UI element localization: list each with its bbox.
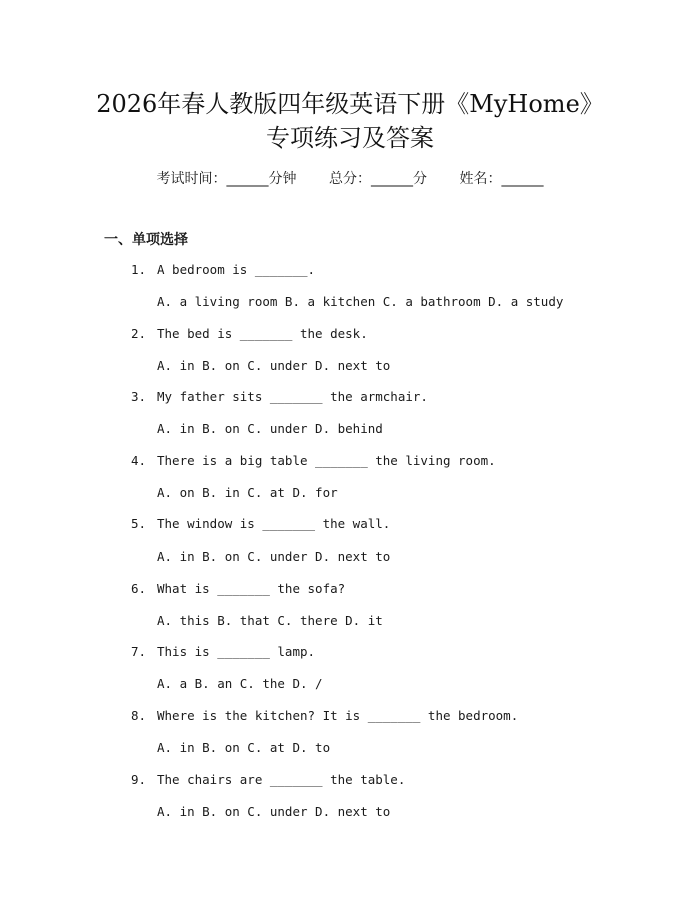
section-heading: 一、单项选择 bbox=[104, 232, 188, 248]
question-4 bbox=[131, 453, 496, 468]
question-text: The window is _______ the wall. bbox=[157, 516, 391, 531]
question-number: 5. bbox=[131, 516, 147, 531]
question-2 bbox=[131, 326, 368, 341]
question-1-options: A. a living room B. a kitchen C. a bathroom D. a study bbox=[157, 294, 564, 309]
question-number: 8. bbox=[131, 708, 147, 723]
question-text: The bed is _______ the desk. bbox=[157, 326, 368, 341]
question-4-options: A. on B. in C. at D. for bbox=[157, 485, 338, 500]
question-1 bbox=[131, 262, 315, 277]
question-5 bbox=[131, 516, 390, 531]
question-number: 7. bbox=[131, 644, 147, 659]
question-number: 3. bbox=[131, 389, 147, 404]
question-number: 1. bbox=[131, 262, 147, 277]
question-7 bbox=[131, 644, 315, 659]
question-5-options: A. in B. on C. under D. next to bbox=[157, 549, 391, 564]
document-title-line1: 2026年春人教版四年级英语下册《MyHome》 bbox=[96, 90, 604, 118]
question-text: A bedroom is _______. bbox=[157, 262, 316, 277]
question-text: What is _______ the sofa? bbox=[157, 581, 346, 596]
question-number: 2. bbox=[131, 326, 147, 341]
question-6-options: A. this B. that C. there D. it bbox=[157, 613, 383, 628]
question-text: The chairs are _______ the table. bbox=[157, 772, 406, 787]
question-text: My father sits _______ the armchair. bbox=[157, 389, 428, 404]
question-text: There is a big table _______ the living room. bbox=[157, 453, 496, 468]
question-8 bbox=[131, 708, 518, 723]
question-number: 9. bbox=[131, 772, 147, 787]
question-number: 4. bbox=[131, 453, 147, 468]
exam-name: 姓名：______ bbox=[459, 171, 544, 187]
question-3-options: A. in B. on C. under D. behind bbox=[157, 421, 383, 436]
exam-info bbox=[0, 168, 700, 188]
question-7-options: A. a B. an C. the D. / bbox=[157, 676, 323, 691]
question-text: Where is the kitchen? It is _______ the bedroom. bbox=[157, 708, 519, 723]
question-8-options: A. in B. on C. at D. to bbox=[157, 740, 331, 755]
question-2-options: A. in B. on C. under D. next to bbox=[157, 358, 391, 373]
exam-time: 考试时间：______分钟 bbox=[156, 171, 297, 187]
question-3 bbox=[131, 389, 428, 404]
question-number: 6. bbox=[131, 581, 147, 596]
exam-score: 总分：______分 bbox=[329, 171, 427, 187]
question-9-options: A. in B. on C. under D. next to bbox=[157, 804, 391, 819]
question-text: This is _______ lamp. bbox=[157, 644, 316, 659]
document-title-line2: 专项练习及答案 bbox=[266, 124, 434, 152]
question-9 bbox=[131, 772, 405, 787]
question-6 bbox=[131, 581, 345, 596]
